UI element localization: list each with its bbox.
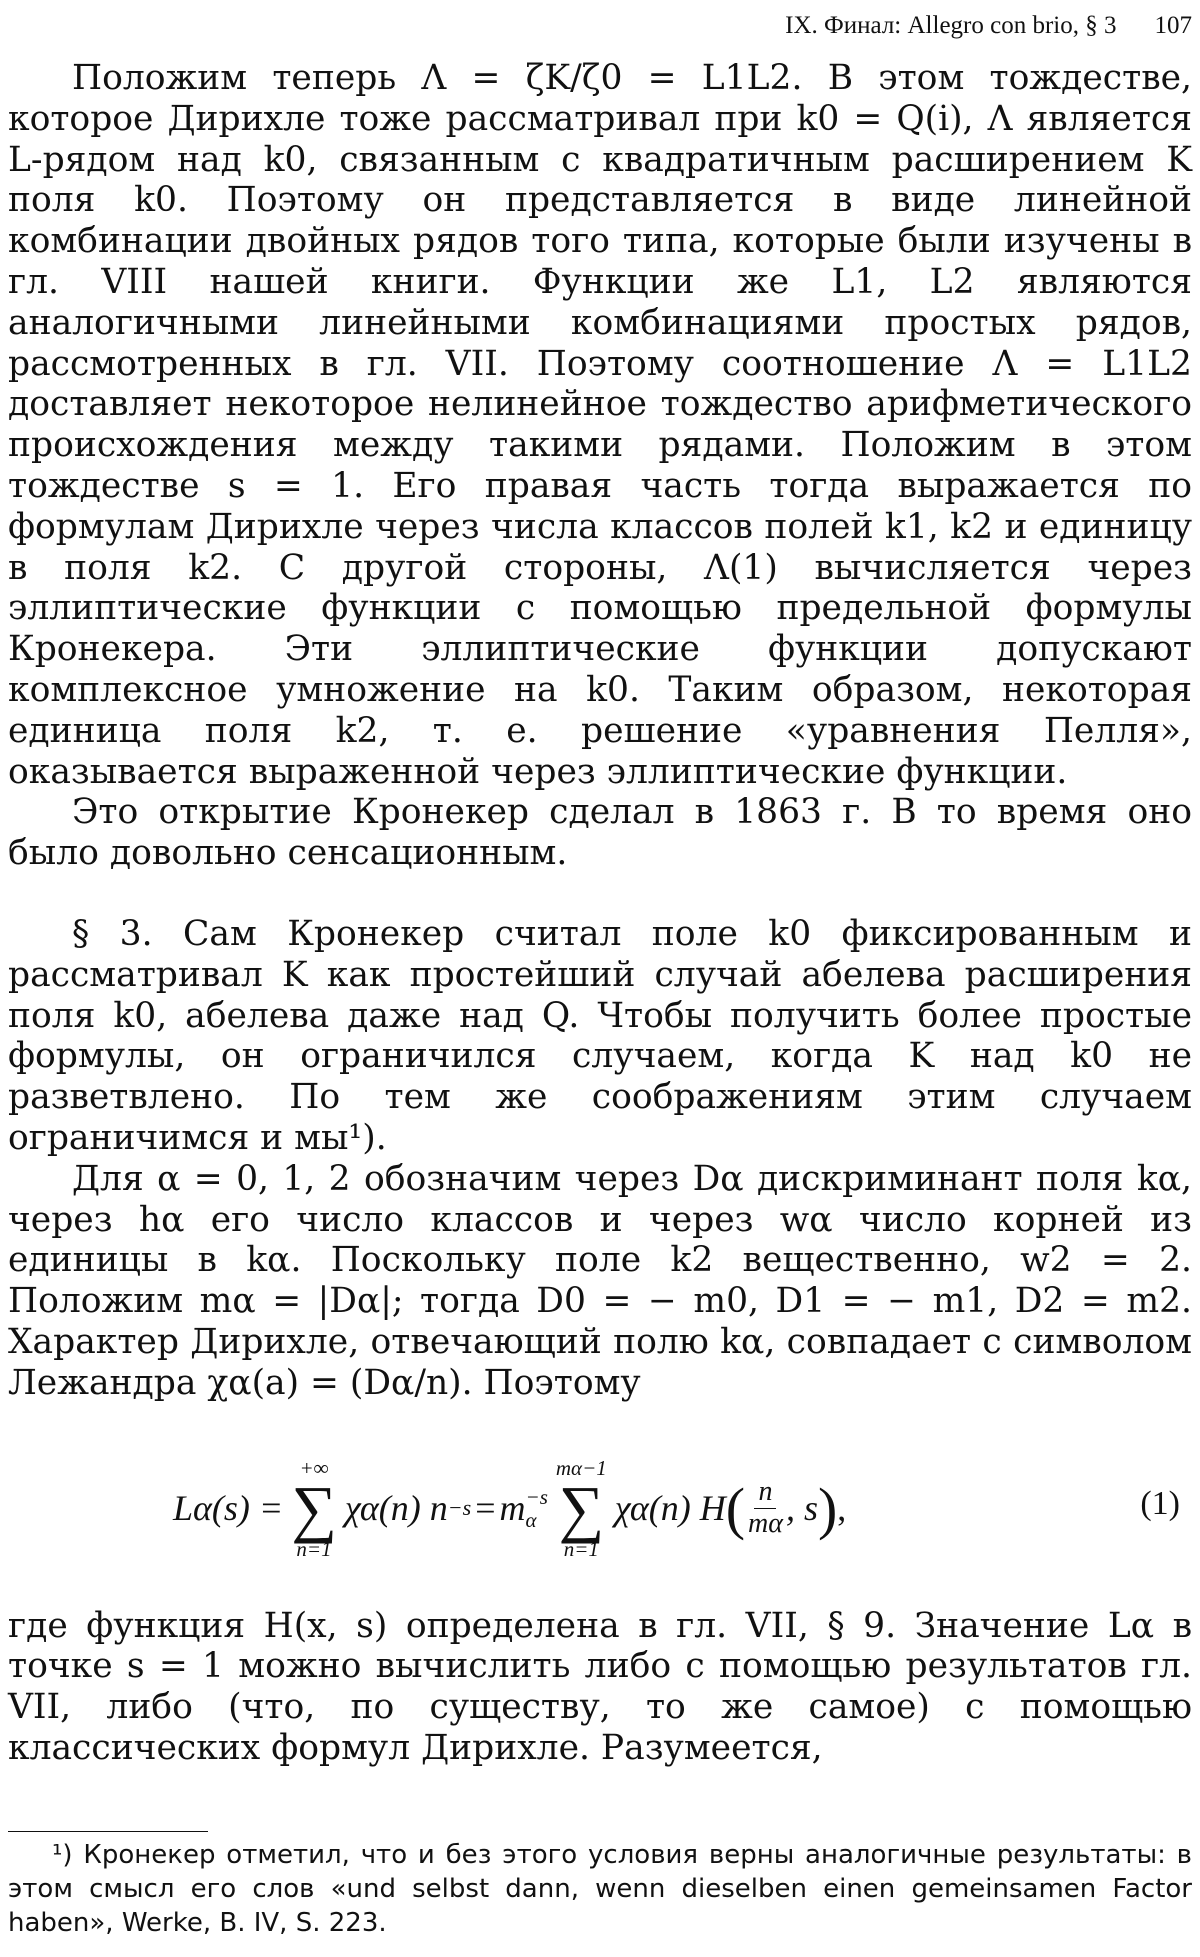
formula-term-2: χα(n) H: [614, 1488, 726, 1529]
left-paren: (: [725, 1475, 746, 1541]
sigma-symbol-2: ∑: [558, 1472, 605, 1544]
sum-2-upper: mα−1: [555, 1455, 607, 1480]
formula-body: [173, 1434, 846, 1584]
formula-coef: m: [499, 1488, 526, 1529]
paragraph-dirichlet-identity: Положим теперь Λ = ζK/ζ0 = L1L2. В этом тождестве, которое Дирихле тоже рассматривал при k0 = Q(i), Λ является L-рядом над k0, связанным с квадратичным расширением K поля k0. Поэтому он представляется в виде линейной комбинации двойных рядов того типа, которые были изучены в гл. VIII нашей книги. Функции же L1, L2 являются аналогичными линейными комбинациями простых рядов, рассмотренных в гл. VII. Поэтому соотношение Λ = L1L2 доставляет некоторое нелинейное тождество арифметического происхождения между такими рядами. Положим в этом тождестве s = 1. Его правая часть тогда выражается по формулам Дирихле через числа классов полей k1, k2 и единицу в поля k2. С другой стороны, Λ(1) вычисляется через эллиптические функции с помощью предельной формулы Кронекера. Эти эллиптические функции допускают комплексное умножение на k0. Таким образом, некоторая единица поля k2, т. е. решение «уравнения Пелля», оказывается выраженной через эллиптические функции.: [8, 58, 1192, 792]
paragraph-kronecker-discovery: Это открытие Кронекер сделал в 1863 г. В то время оно было довольно сенсационным.: [8, 792, 1192, 874]
running-head-title: IX. Финал: Allegro con brio, § 3: [785, 12, 1117, 39]
page-number: 107: [1154, 12, 1192, 39]
display-formula-1: [8, 1434, 1192, 1584]
sum-2-lower: n=1: [563, 1536, 599, 1561]
running-head: [8, 6, 1192, 58]
footnote-divider: [8, 1831, 208, 1832]
equation-number: (1): [1140, 1484, 1180, 1522]
sum-2: [555, 1455, 607, 1561]
main-text: [8, 58, 1192, 1769]
formula-coef-sub: α: [525, 1507, 537, 1532]
footnote-mark: ¹): [52, 1840, 73, 1870]
footnote-text: Кронекер отметил, что и без этого условия верны аналогичные результаты: в этом смысл его слов «und selbst dann, wenn dieselben einen gemeinsamen Factor haben», Werke, B. IV, S. 223.: [8, 1840, 1193, 1938]
paragraph-discriminants: Для α = 0, 1, 2 обозначим через Dα дискриминант поля kα, через hα его число классов и через wα число корней из единицы в kα. Поскольку поле k2 вещественно, w2 = 2. Положим mα = |Dα|; тогда D0 = − m0, D1 = − m1, D2 = m2. Характер Дирихле, отвечающий полю kα, совпадает с символом Лежандра χα(a) = (Dα/n). Поэтому: [8, 1158, 1192, 1403]
formula-tail: , s: [785, 1488, 818, 1529]
fraction-numerator: n: [754, 1477, 776, 1509]
fraction-denominator: mα: [748, 1508, 783, 1539]
fraction: [748, 1477, 783, 1540]
formula-lhs: Lα(s) =: [173, 1488, 284, 1529]
formula-equals: =: [475, 1488, 496, 1529]
formula-comma: ,: [837, 1488, 847, 1529]
sum-1: [291, 1455, 337, 1561]
sum-1-lower: n=1: [296, 1536, 332, 1561]
sum-1-upper: +∞: [299, 1455, 329, 1480]
sigma-symbol: ∑: [291, 1472, 337, 1544]
footnote: [8, 1838, 1192, 1940]
formula-coef-exp: −s: [525, 1485, 548, 1510]
formula-term-1-exp: −s: [447, 1495, 472, 1521]
right-paren: ): [817, 1475, 838, 1541]
paragraph-section-3: § 3. Сам Кронекер считал поле k0 фиксированным и рассматривал K как простейший случай абелева расширения поля k0, абелева даже над Q. Чтобы получить более простые формулы, он ограничился случаем, когда K над k0 не разветвлено. По тем же соображениям этим случаем ограничимся и мы¹).: [8, 913, 1192, 1158]
paragraph-function-h: где функция H(x, s) определена в гл. VII, § 9. Значение Lα в точке s = 1 можно вычислить либо с помощью результатов гл. VII, либо (что, по существу, то же самое) с помощью классических формул Дирихле. Разумеется,: [8, 1605, 1192, 1768]
formula-term-1: χα(n) n: [344, 1488, 448, 1529]
section-gap: [8, 874, 1192, 914]
